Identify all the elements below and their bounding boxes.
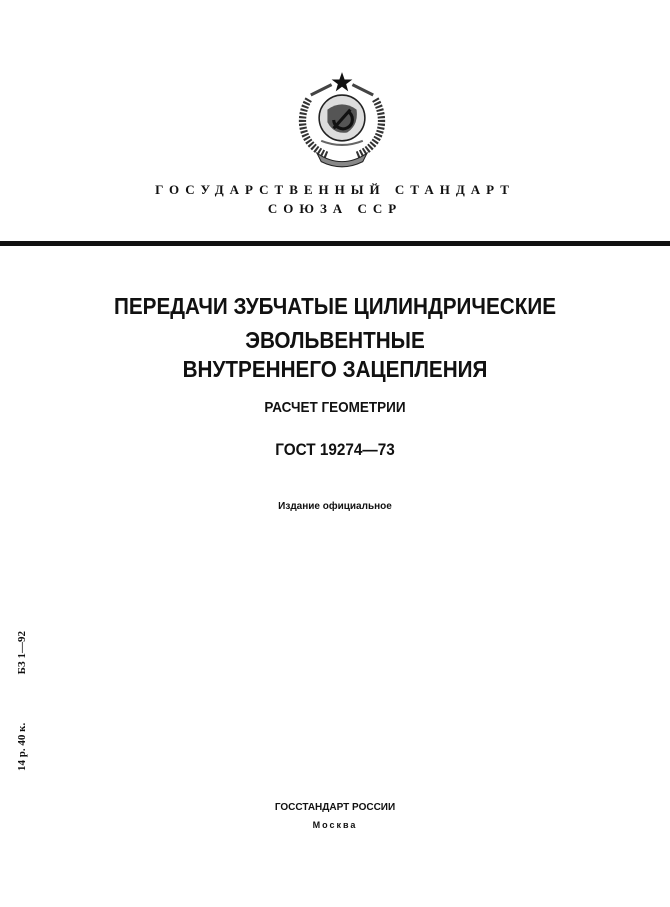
side-note <box>16 631 28 771</box>
publisher-city: Москва <box>312 820 358 830</box>
ussr-emblem <box>290 68 394 172</box>
title-line3: ВНУТРЕННЕГО ЗАЦЕПЛЕНИЯ <box>182 356 488 382</box>
price: 14 р. 40 к. <box>16 722 28 771</box>
title-line1: ПЕРЕДАЧИ ЗУБЧАТЫЕ ЦИЛИНДРИЧЕСКИЕ <box>113 293 557 319</box>
subtitle: РАСЧЕТ ГЕОМЕТРИИ <box>264 399 406 416</box>
divider <box>0 241 670 246</box>
publisher-name: ГОССТАНДАРТ РОССИИ <box>274 802 396 813</box>
title-line2: ЭВОЛЬВЕНТНЫЕ <box>245 327 425 353</box>
header-line1: ГОСУДАРСТВЕННЫЙ СТАНДАРТ <box>155 182 515 197</box>
catalog-code: БЗ 1—92 <box>16 631 28 675</box>
standard-number: ГОСТ 19274—73 <box>275 440 395 459</box>
edition-note: Издание официальное <box>278 501 392 512</box>
header-line2: СОЮЗА ССР <box>267 201 403 216</box>
